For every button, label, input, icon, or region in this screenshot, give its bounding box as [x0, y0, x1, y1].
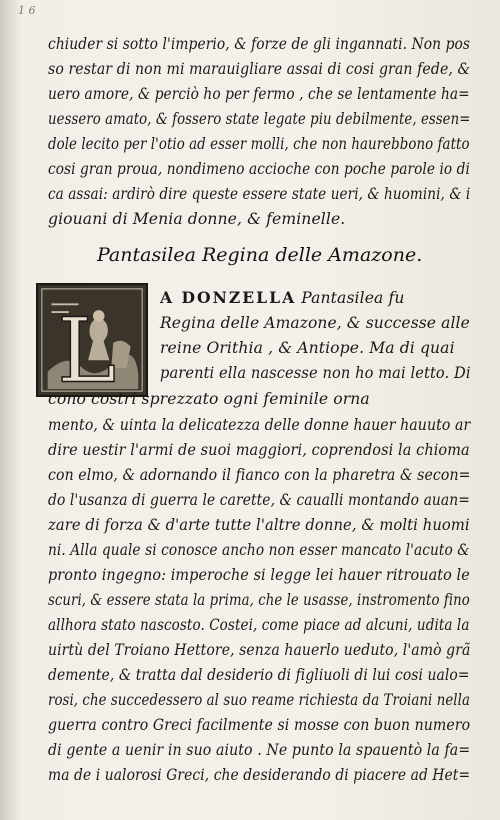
text-line: demente, & tratta dal desiderio di figliuoli di lui cosi ualo= — [48, 666, 470, 684]
text-line: zare di forza & d'arte tutte l'altre donne, & molti huomi — [48, 516, 470, 534]
text-line: di gente a uenir in suo aiuto . Ne punto la spauentò la fa= — [48, 741, 471, 759]
text-line: guerra contro Greci facilmente si mosse con buon numero — [48, 716, 471, 734]
text-line: con elmo, & adornando il fianco con la pharetra & secon= — [48, 466, 471, 484]
text-line: cono costri sprezzato ogni feminile orna — [48, 390, 370, 408]
page-number: 1 6 — [18, 4, 36, 17]
first-line-caps: A DONZELLA — [160, 288, 297, 307]
text-line: reine Orithia , & Antiope. Ma di quai — [160, 339, 455, 357]
text-line: rosi, che succedessero al suo reame richiesta da Troiani nella — [48, 691, 471, 709]
section-heading: Pantasilea Regina delle Amazone. — [97, 244, 423, 266]
decorated-initial — [36, 283, 148, 397]
text-line: uero amore, & perciò ho per fermo , che se lentamente ha= — [48, 85, 470, 103]
initial-woodcut-image — [38, 285, 146, 395]
text-line: Regina delle Amazone, & successe alle — [160, 314, 470, 332]
text-line: giouani di Menia donne, & feminelle. — [48, 210, 346, 228]
text-line: chiuder si sotto l'imperio, & forze de gli ingannati. Non pos — [48, 35, 471, 53]
text-line: pronto ingegno: imperoche si legge lei hauer ritrouato le — [48, 566, 470, 584]
initial-letter: L — [57, 299, 117, 395]
text-line: mento, & uinta la delicatezza delle donne hauer hauuto ar — [48, 416, 471, 434]
text-line: cosi gran proua, nondimeno accioche con poche parole io di — [48, 160, 470, 178]
text-line: do l'usanza di guerra le carette, & caualli montando auan= — [48, 491, 470, 509]
text-line: so restar di non mi marauigliare assai di cosi gran fede, & — [48, 60, 471, 78]
text-line: scuri, & essere stata la prima, che le usasse, instromento fino — [48, 591, 470, 609]
text-line: ma de i ualorosi Greci, che desiderando di piacere ad Het= — [48, 766, 471, 784]
text-line: parenti ella nascesse non ho mai letto. Di — [160, 364, 471, 382]
text-line: ca assai: ardirò dire queste essere state ueri, & huomini, & i — [48, 185, 471, 203]
text-line: allhora stato nascosto. Costei, come piace ad alcuni, udita la — [48, 616, 470, 634]
first-line-rest: Pantasilea fu — [296, 289, 405, 307]
text-line: dole lecito per l'otio ad esser molli, che non haurebbono fatto — [48, 135, 470, 153]
text-line: ni. Alla quale si conosce ancho non esser mancato l'acuto & — [48, 541, 470, 559]
text-line: uirtù del Troiano Hettore, senza hauerlo ueduto, l'amò grã — [48, 641, 471, 659]
text-line: uessero amato, & fossero state legate piu debilmente, essen= — [48, 110, 471, 128]
text-line: dire uestir l'armi de suoi maggiori, coprendosi la chioma — [48, 441, 470, 459]
first-line — [160, 288, 405, 307]
